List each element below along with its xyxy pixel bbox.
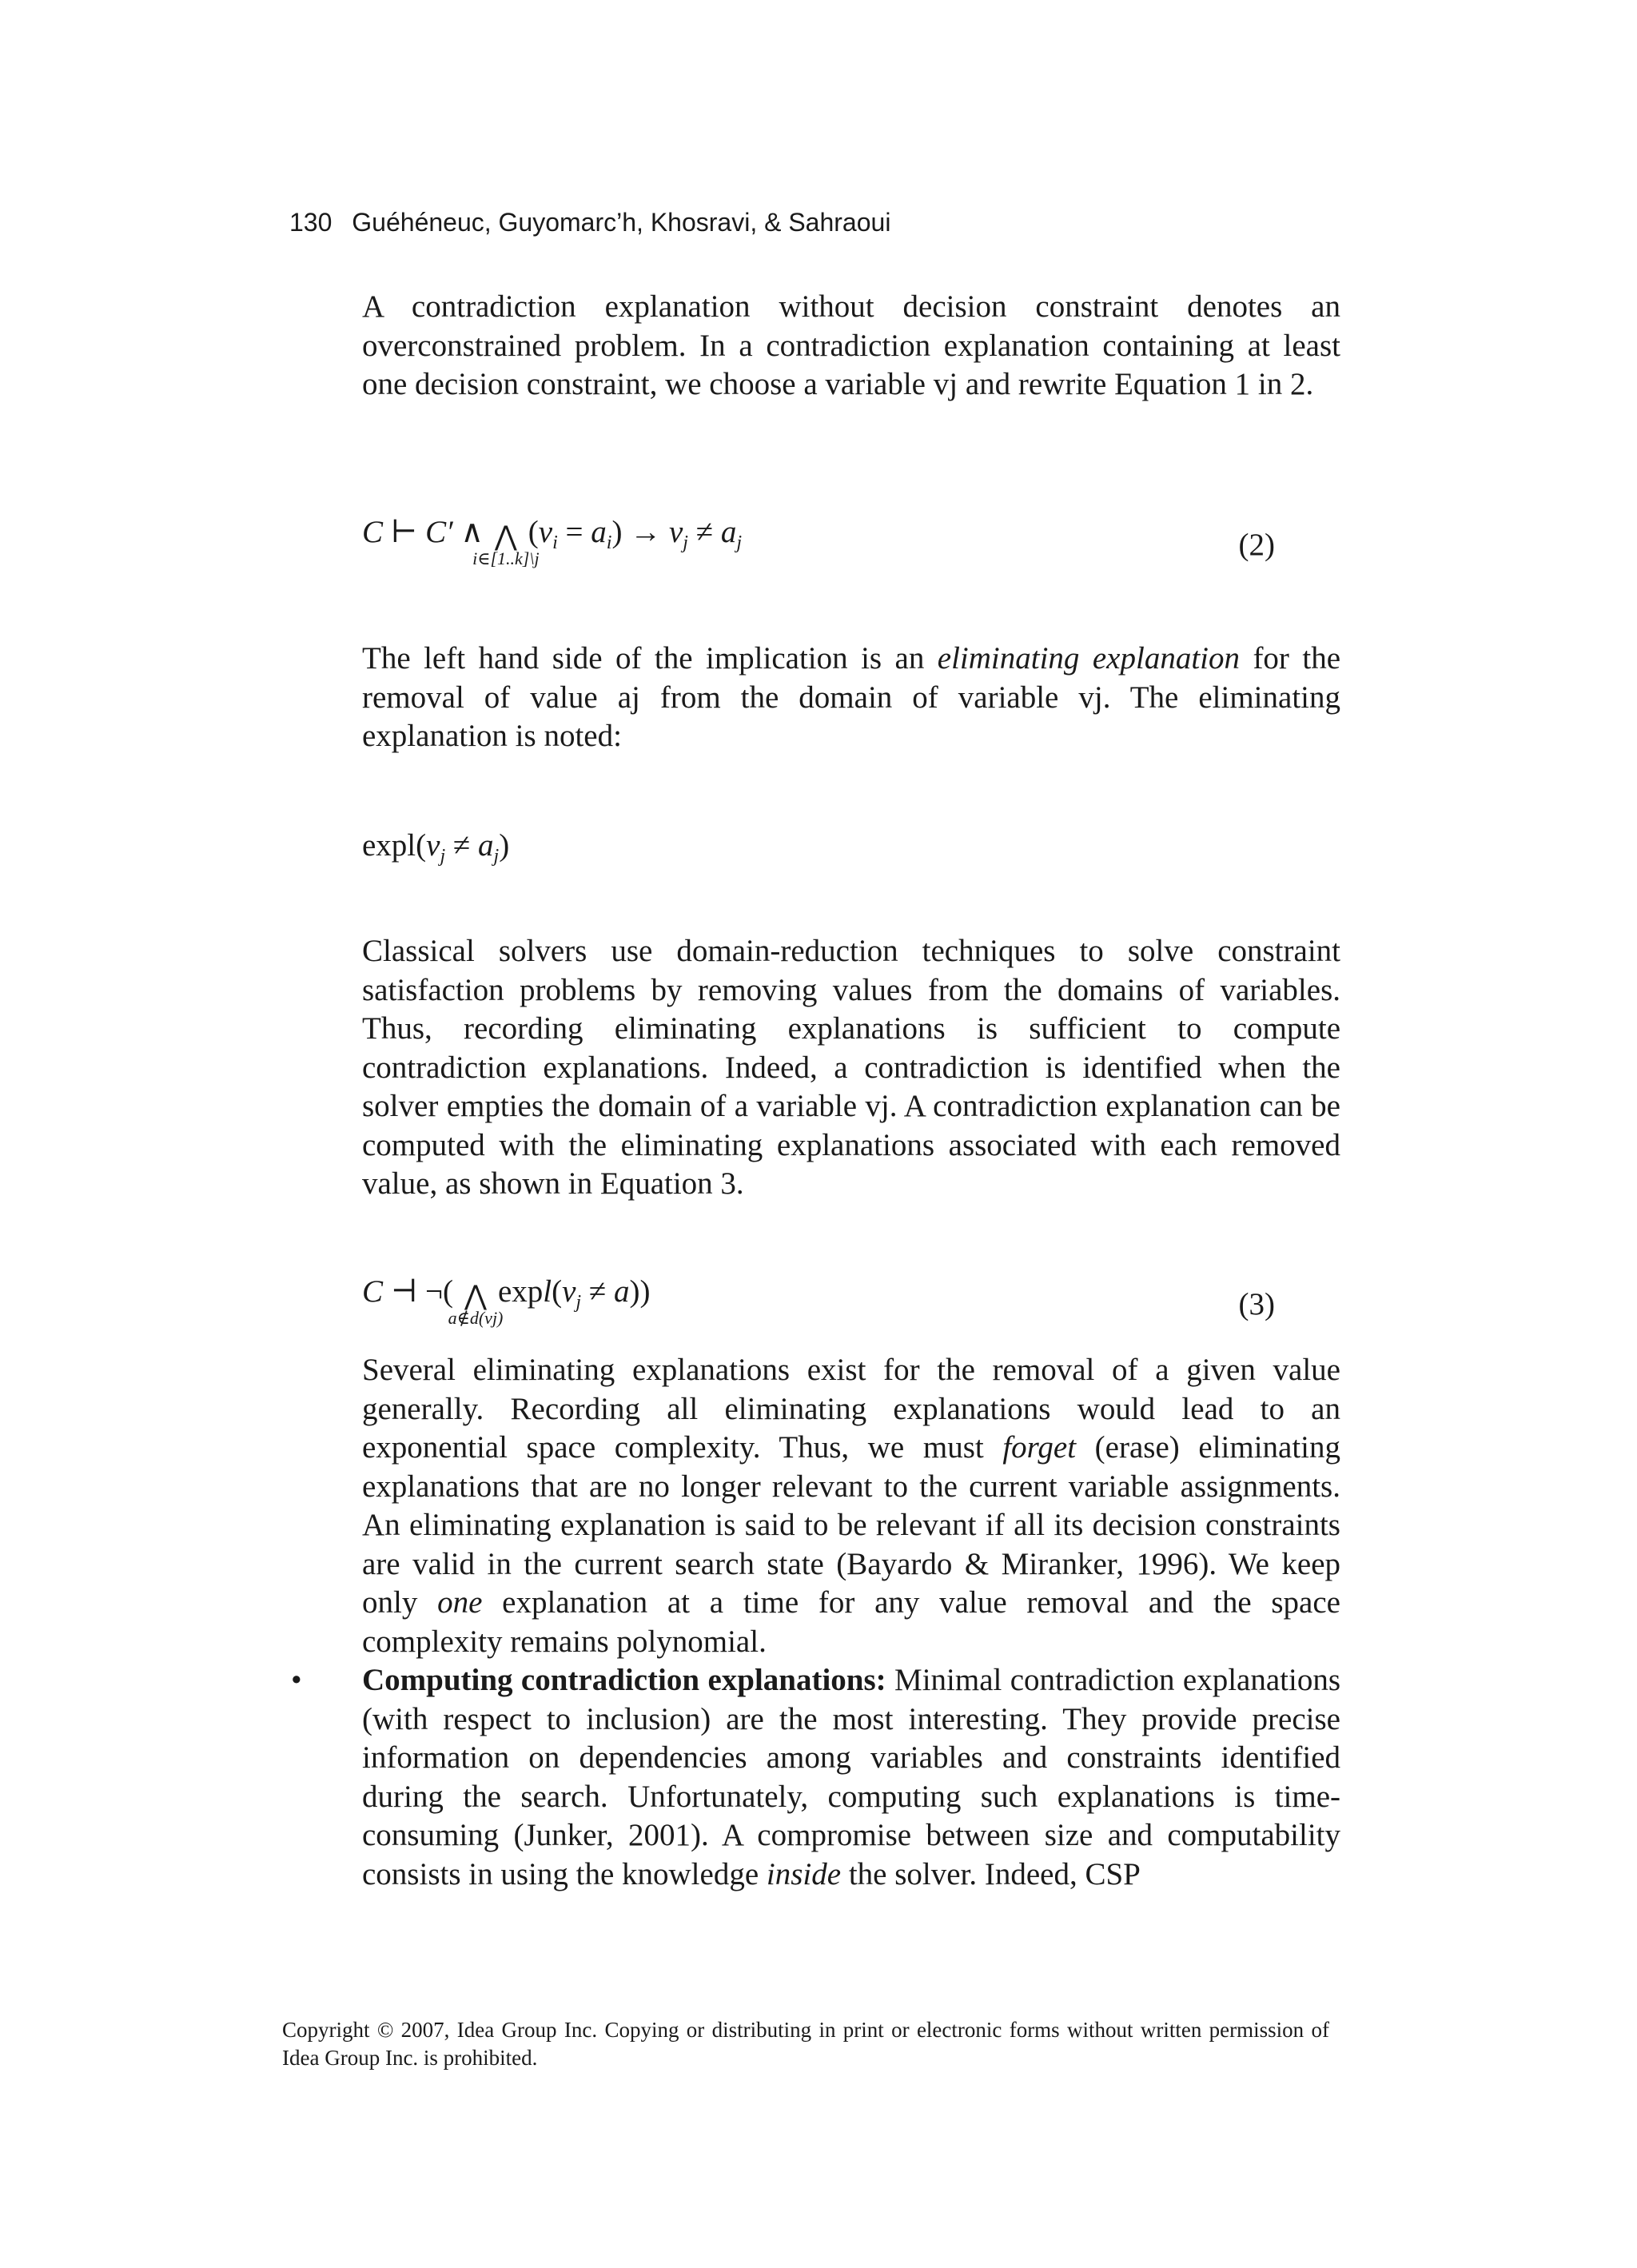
inside-term: inside xyxy=(766,1856,842,1891)
big-and-operator: ⋀ i∈[1..k]\j xyxy=(472,522,540,568)
equation-2-expression: C ⊢ C′ ∧ ⋀ i∈[1..k]\j $(v_i = a_i) \to v_j \ne a_j$ xyxy=(362,515,743,568)
paragraph-4-text-c: explanation at a time for any value removal and the space complexity remains polynomial. xyxy=(362,1585,1340,1659)
equation-2-number: (2) xyxy=(1238,528,1275,562)
bullet-text-a: Minimal contradiction explanations (with respect to inclusion) are the most interesting. They provide precise information on dependencies among variables and constraints identified during the search. Unfortunately, computing such explanations is time-consuming (Junker, 2001). A compromise between size and computability consists in using the knowledge xyxy=(362,1663,1340,1891)
big-and-operator: ⋀ a∉d(vj) xyxy=(448,1281,504,1328)
paragraph-4-text-a: Several eliminating explanations exist for the removal of a given value generally. Recording all eliminating explanations would lead to an exponential space complexity. Thus, we must xyxy=(362,1353,1340,1465)
forget-term: forget xyxy=(1002,1430,1077,1465)
paragraph-4 xyxy=(362,1351,1340,1661)
equation-3-limit: a∉d(vj) xyxy=(448,1308,504,1328)
equation-2-limit: i∈[1..k]\j xyxy=(472,548,540,568)
paragraph-3: Classical solvers use domain-reduction techniques to solve constraint satisfaction problems by removing values from the domains of variables. Thus, recording eliminating explanations is sufficient to compute contradiction explanations. Indeed, a contradiction is identified when the solver empties the domain of a variable vj. A contradiction explanation can be computed with the eliminating explanations associated with each removed value, as shown in Equation 3. xyxy=(362,934,1340,1201)
bullet-title: Computing contradiction explanations: xyxy=(362,1663,886,1697)
eliminating-explanation-term: eliminating explanation xyxy=(937,641,1240,676)
equation-3 xyxy=(362,1273,1340,1345)
paragraph-2 xyxy=(362,640,1340,756)
bullet-marker: • xyxy=(291,1663,302,1697)
one-term: one xyxy=(437,1585,483,1620)
bullet-text-b: the solver. Indeed, CSP xyxy=(841,1856,1141,1891)
paragraph-2-text-a: The left hand side of the implication is an xyxy=(362,641,938,676)
bullet-paragraph xyxy=(362,1661,1340,1894)
page-number: 130 xyxy=(289,208,333,237)
equation-2 xyxy=(362,513,1340,585)
expl-formula xyxy=(362,827,1340,899)
paragraph-1: A contradiction explanation without decision constraint denotes an overconstrained problem. In a contradiction explanation containing at least one decision constraint, we choose a variable vj and rewrite Equation 1 in 2. xyxy=(362,289,1340,401)
header-authors: Guéhéneuc, Guyomarc’h, Khosravi, & Sahraoui xyxy=(352,208,891,237)
copyright-footer: Copyright © 2007, Idea Group Inc. Copying or distributing in print or electronic forms without written permission of Idea Group Inc. is prohibited. xyxy=(282,2018,1329,2070)
equation-3-expression: C ⊣ ¬( ⋀ a∉d(vj) $\exp l(v_j \ne a)$) xyxy=(362,1274,651,1328)
paragraph-2-text-b: for the removal of value aj from the domain of variable vj. The eliminating explanation is noted: xyxy=(362,641,1340,753)
running-header xyxy=(289,206,890,238)
expl-formula-expression: $\exp l(v_j \ne a_j)$ xyxy=(362,828,510,867)
paragraph-4-text-b: (erase) eliminating explanations that are no longer relevant to the current variable assignments. An eliminating explanation is said to be relevant if all its decision constraints are valid in the current search state (Bayardo & Miranker, 1996). We keep only xyxy=(362,1430,1341,1620)
expl-function: expl xyxy=(362,828,416,863)
equation-3-number: (3) xyxy=(1238,1287,1275,1321)
